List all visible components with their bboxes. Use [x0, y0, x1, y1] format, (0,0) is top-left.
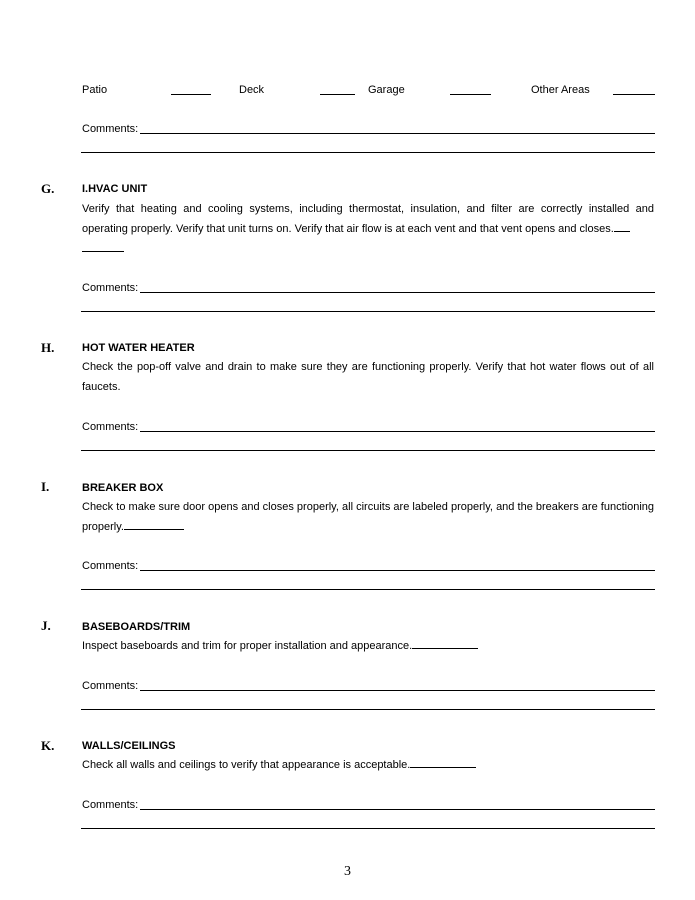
garage-blank[interactable]	[450, 94, 491, 95]
section-body-breaker-box	[82, 497, 654, 537]
comments-line[interactable]	[140, 690, 655, 691]
comments-line-2[interactable]	[81, 450, 655, 451]
walls-ceilings-blank[interactable]	[410, 757, 476, 768]
section-letter-k: K.	[41, 738, 55, 753]
section-title-breaker-box: BREAKER BOX	[82, 482, 164, 494]
section-body-baseboards-trim	[82, 636, 654, 656]
comments-line-2[interactable]	[81, 709, 655, 710]
hvac-instructions: Verify that heating and cooling systems, including thermostat, insulation, and filter are correctly installed and operating properly. Verify that unit turns on. Verify that air flow is at each vent and that vent opens and closes.	[82, 203, 654, 235]
comments-line[interactable]	[140, 431, 655, 432]
hvac-blank-b[interactable]	[82, 241, 124, 252]
section-title-walls-ceilings: WALLS/CEILINGS	[82, 740, 176, 752]
comments-label: Comments:	[82, 680, 139, 692]
comments-label: Comments:	[82, 282, 139, 294]
section-letter-h: H.	[41, 340, 55, 355]
section-body-hvac	[82, 199, 654, 259]
comments-line[interactable]	[140, 133, 655, 134]
deck-blank[interactable]	[320, 94, 355, 95]
other-areas-label: Other Areas	[531, 84, 590, 96]
comments-label: Comments:	[82, 123, 139, 135]
hvac-blank-a[interactable]	[614, 221, 630, 232]
comments-line-2[interactable]	[81, 311, 655, 312]
section-title-baseboards-trim: BASEBOARDS/TRIM	[82, 621, 191, 633]
comments-line[interactable]	[140, 570, 655, 571]
section-letter-i: I.	[41, 479, 50, 494]
comments-line-2[interactable]	[81, 589, 655, 590]
breaker-box-blank[interactable]	[124, 519, 184, 530]
section-body-walls-ceilings	[82, 755, 654, 775]
comments-line[interactable]	[140, 809, 655, 810]
comments-line-2[interactable]	[81, 828, 655, 829]
patio-blank[interactable]	[171, 94, 211, 95]
deck-label: Deck	[239, 84, 265, 96]
comments-label: Comments:	[82, 560, 139, 572]
patio-label: Patio	[82, 84, 108, 96]
section-letter-g: G.	[41, 181, 55, 196]
garage-label: Garage	[368, 84, 405, 96]
other-areas-blank[interactable]	[613, 94, 655, 95]
baseboards-trim-blank[interactable]	[412, 638, 478, 649]
comments-line-2[interactable]	[81, 152, 655, 153]
section-title-hot-water-heater: HOT WATER HEATER	[82, 342, 195, 354]
page-number: 3	[344, 864, 351, 879]
section-letter-j: J.	[41, 618, 51, 633]
comments-label: Comments:	[82, 421, 139, 433]
walls-ceilings-instructions: Check all walls and ceilings to verify that appearance is acceptable.	[82, 759, 411, 771]
breaker-box-instructions: Check to make sure door opens and closes properly, all circuits are labeled properly, and the breakers are functioning properly.	[82, 501, 654, 533]
comments-line[interactable]	[140, 292, 655, 293]
section-body-hot-water-heater: Check the pop-off valve and drain to make sure they are functioning properly. Verify that hot water flows out of all faucets.	[82, 361, 654, 393]
comments-label: Comments:	[82, 799, 139, 811]
section-title-hvac: I.HVAC UNIT	[82, 183, 148, 195]
baseboards-trim-instructions: Inspect baseboards and trim for proper installation and appearance.	[82, 640, 413, 652]
